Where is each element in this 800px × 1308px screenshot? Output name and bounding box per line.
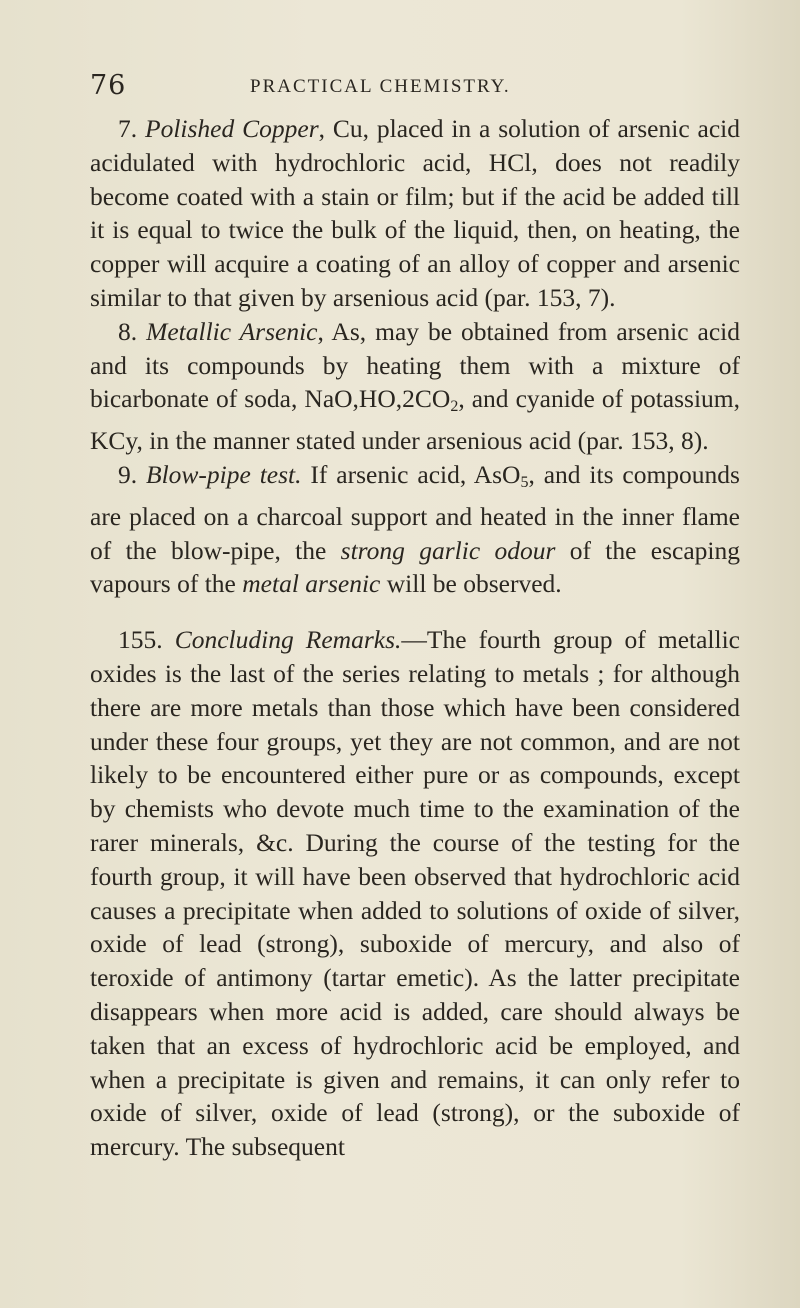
paragraph-title: Concluding Remarks. [174,625,402,655]
page-number: 76 [90,70,127,101]
formula-subscript: 5 [520,473,529,491]
paragraph-text: , and its compounds are placed on a charcoal support and heated in the inner flame of the blow-pipe, the [90,459,740,565]
paragraph-number: 7. [118,114,138,143]
paragraph-9 [90,458,740,601]
paragraph-text: will be observed. [380,569,562,599]
italic-phrase: strong garlic odour [340,535,556,565]
paragraph-8 [90,315,740,458]
italic-phrase: metal arsenic [242,569,381,599]
paragraph-text: , and cyanide of potassium, KCy, in the manner stated under arsenious acid (par. 153, 8). [90,384,740,456]
paragraph-text: of the escaping vapours of the [90,535,740,599]
page-header [90,70,730,104]
paragraph-number: 9. [118,459,138,489]
body-text [90,112,740,1164]
paragraph-title: Polished Copper [145,114,319,143]
paragraph-text: If arsenic acid, AsO [301,459,521,489]
paragraph-155 [90,623,740,1164]
paragraph-text: —The fourth group of metallic oxides is the last of the series relating to metals ; for although there are more metals than those which have been considered under these four groups, yet they are not common, and are not likely to be encountered either pure or as compounds, except by chemists who devote much time to the examination of the rarer minerals, &c. During the course of the testing for the fourth group, it will have been observed that hydrochloric acid causes a precipitate when added to solutions of oxide of silver, oxide of lead (strong), suboxide of mercury, and also of teroxide of antimony (tartar emetic). As the latter precipitate disappears when more acid is added, care should always be taken that an excess of hydrochloric acid be employed, and when a precipitate is given and remains, it can only refer to oxide of silver, oxide of lead (strong), or the suboxide of mercury. The subsequent [90,625,740,1162]
running-title: PRACTICAL CHEMISTRY. [250,76,511,97]
paragraph-7 [90,112,740,315]
paragraph-number: 8. [118,316,138,346]
paragraph-title: Metallic Arsenic [146,316,318,346]
paragraph-text: , As, may be obtained from arsenic acid and its compounds by heating them with a mixture of bicarbonate of soda, NaO,HO,2CO [90,316,741,414]
paragraph-number: 155. [118,625,163,655]
formula-subscript: 2 [450,398,459,416]
paragraph-title: Blow-pipe test. [146,459,302,489]
paragraph-text: , Cu, placed in a solution of arsenic acid acidulated with hydrochloric acid, HCl, does not readily become coated with a stain or film; but if the acid be added till it is equal to twice the bulk of the liquid, then, on heating, the copper will acquire a coating of an alloy of copper and arsenic similar to that given by arsenious acid (par. 153, 7). [90,114,740,312]
